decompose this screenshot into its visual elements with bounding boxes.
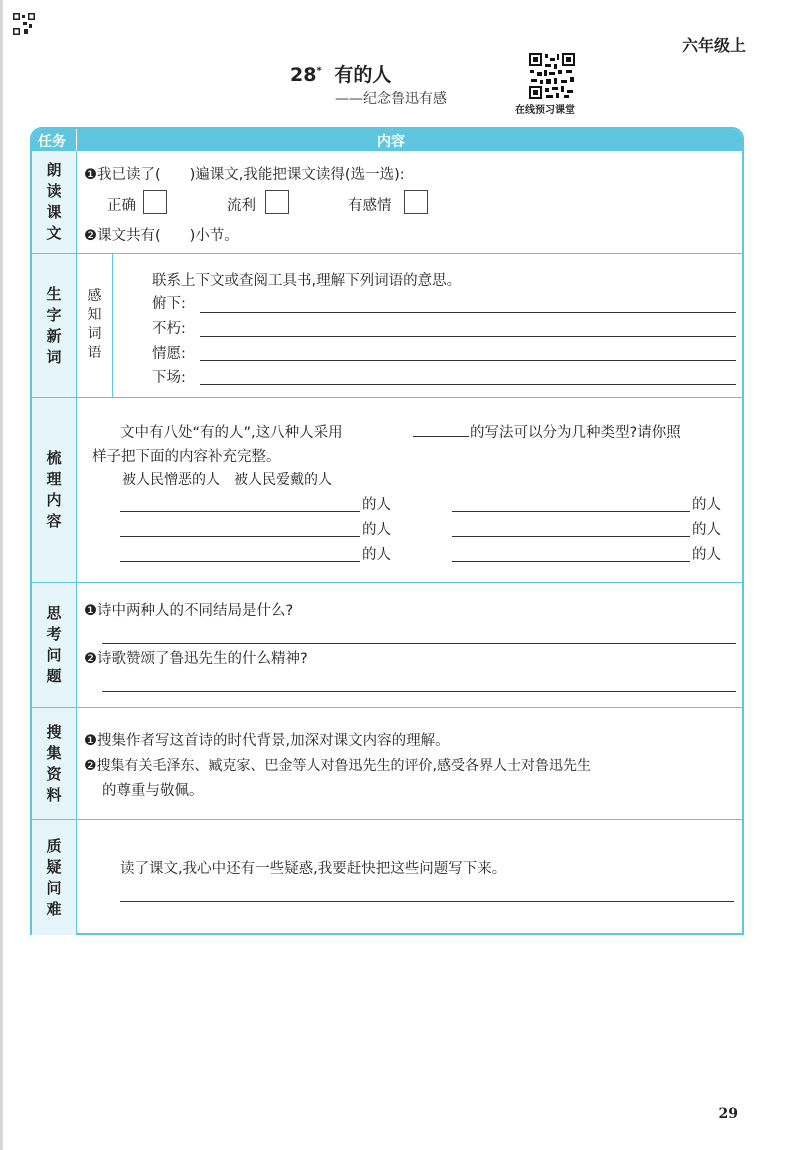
lesson-mark: * <box>316 65 322 77</box>
answer-line-right[interactable] <box>452 536 690 537</box>
collect-item-2a: ❷搜集有关毛泽东、臧克家、巴金等人对鲁迅先生的评价,感受各界人士对鲁迅先生 <box>84 758 591 774</box>
word-label-4: 下场: <box>152 370 186 386</box>
sub-label-words: 感 知 词 语 <box>87 288 102 361</box>
word-label-1: 俯下: <box>152 296 186 312</box>
think-question-2: ❷诗歌赞颂了鲁迅先生的什么精神? <box>84 651 308 667</box>
option-correct-checkbox[interactable] <box>143 190 167 214</box>
answer-line[interactable] <box>200 336 736 337</box>
option-emotion-checkbox[interactable] <box>404 190 428 214</box>
suffix-right: 的人 <box>692 497 721 513</box>
column-divider <box>76 151 77 935</box>
sub-divider <box>112 254 113 397</box>
suffix-right: 的人 <box>692 522 721 538</box>
answer-line[interactable] <box>200 384 736 385</box>
task-label-collect: 搜 集 资 料 <box>46 722 62 804</box>
task-label-question: 质 疑 问 难 <box>46 836 62 918</box>
task-label-think: 思 考 问 题 <box>46 604 62 685</box>
qr-code-icon[interactable] <box>528 52 576 100</box>
option-fluent-checkbox[interactable] <box>265 190 289 214</box>
page-edge <box>0 0 3 1150</box>
header-content: 内容 <box>377 134 405 150</box>
task-label-sort: 梳 理 内 容 <box>46 449 62 530</box>
sort-text-1b: 的写法可以分为几种类型?请你照 <box>470 425 681 441</box>
row-divider <box>32 819 742 820</box>
answer-line-right[interactable] <box>452 511 690 512</box>
suffix-right: 的人 <box>692 547 721 563</box>
answer-line-left[interactable] <box>120 536 360 537</box>
option-fluent-label: 流利 <box>227 198 256 214</box>
row-divider <box>32 707 742 708</box>
row-divider <box>32 582 742 583</box>
collect-item-1: ❶搜集作者写这首诗的时代背景,加深对课文内容的理解。 <box>84 733 450 749</box>
collect-item-2b: 的尊重与敬佩。 <box>102 783 204 799</box>
answer-line[interactable] <box>102 643 736 644</box>
header-divider <box>76 129 77 151</box>
sort-text-2: 样子把下面的内容补充完整。 <box>92 449 281 465</box>
answer-line[interactable] <box>200 360 736 361</box>
sort-example: 被人民憎恶的人 被人民爱戴的人 <box>122 472 332 488</box>
suffix-left: 的人 <box>362 522 391 538</box>
row-divider <box>32 253 742 254</box>
think-question-1: ❶诗中两种人的不同结局是什么? <box>84 603 294 619</box>
word-label-3: 情愿: <box>152 346 186 362</box>
worksheet-table <box>30 127 744 935</box>
task-label-words: 生 字 新 词 <box>46 284 62 366</box>
task-label-read: 朗 读 课 文 <box>46 161 62 242</box>
suffix-left: 的人 <box>362 547 391 563</box>
read-question-2: ❷课文共有( )小节。 <box>84 228 239 244</box>
answer-line-left[interactable] <box>120 511 360 512</box>
words-instruction: 联系上下文或查阅工具书,理解下列词语的意思。 <box>152 273 462 289</box>
option-emotion-label: 有感情 <box>348 198 392 214</box>
answer-line[interactable] <box>120 901 734 902</box>
answer-blank[interactable] <box>413 436 469 437</box>
answer-line-right[interactable] <box>452 561 690 562</box>
answer-line-left[interactable] <box>120 561 360 562</box>
sort-text-1a: 文中有八处“有的人”,这八种人采用 <box>120 425 343 441</box>
suffix-left: 的人 <box>362 497 391 513</box>
grade-label: 六年级上 <box>681 36 746 55</box>
page-number: 29 <box>718 1106 738 1122</box>
answer-line[interactable] <box>200 312 736 313</box>
word-label-2: 不朽: <box>152 321 186 337</box>
header-task: 任务 <box>38 134 66 150</box>
lesson-subtitle: ——纪念鲁迅有感 <box>335 91 447 107</box>
lesson-number: 28 <box>290 64 317 86</box>
read-question-1: ❶我已读了( )遍课文,我能把课文读得(选一选): <box>84 167 405 183</box>
qr-code-small-icon <box>12 12 36 36</box>
qr-caption: 在线预习课堂 <box>515 105 575 116</box>
lesson-name: 有的人 <box>334 64 392 86</box>
lesson-title <box>290 60 391 87</box>
row-divider <box>32 397 742 398</box>
option-correct-label: 正确 <box>107 198 136 214</box>
question-prompt: 读了课文,我心中还有一些疑惑,我要赶快把这些问题写下来。 <box>120 861 507 877</box>
answer-line[interactable] <box>102 691 736 692</box>
